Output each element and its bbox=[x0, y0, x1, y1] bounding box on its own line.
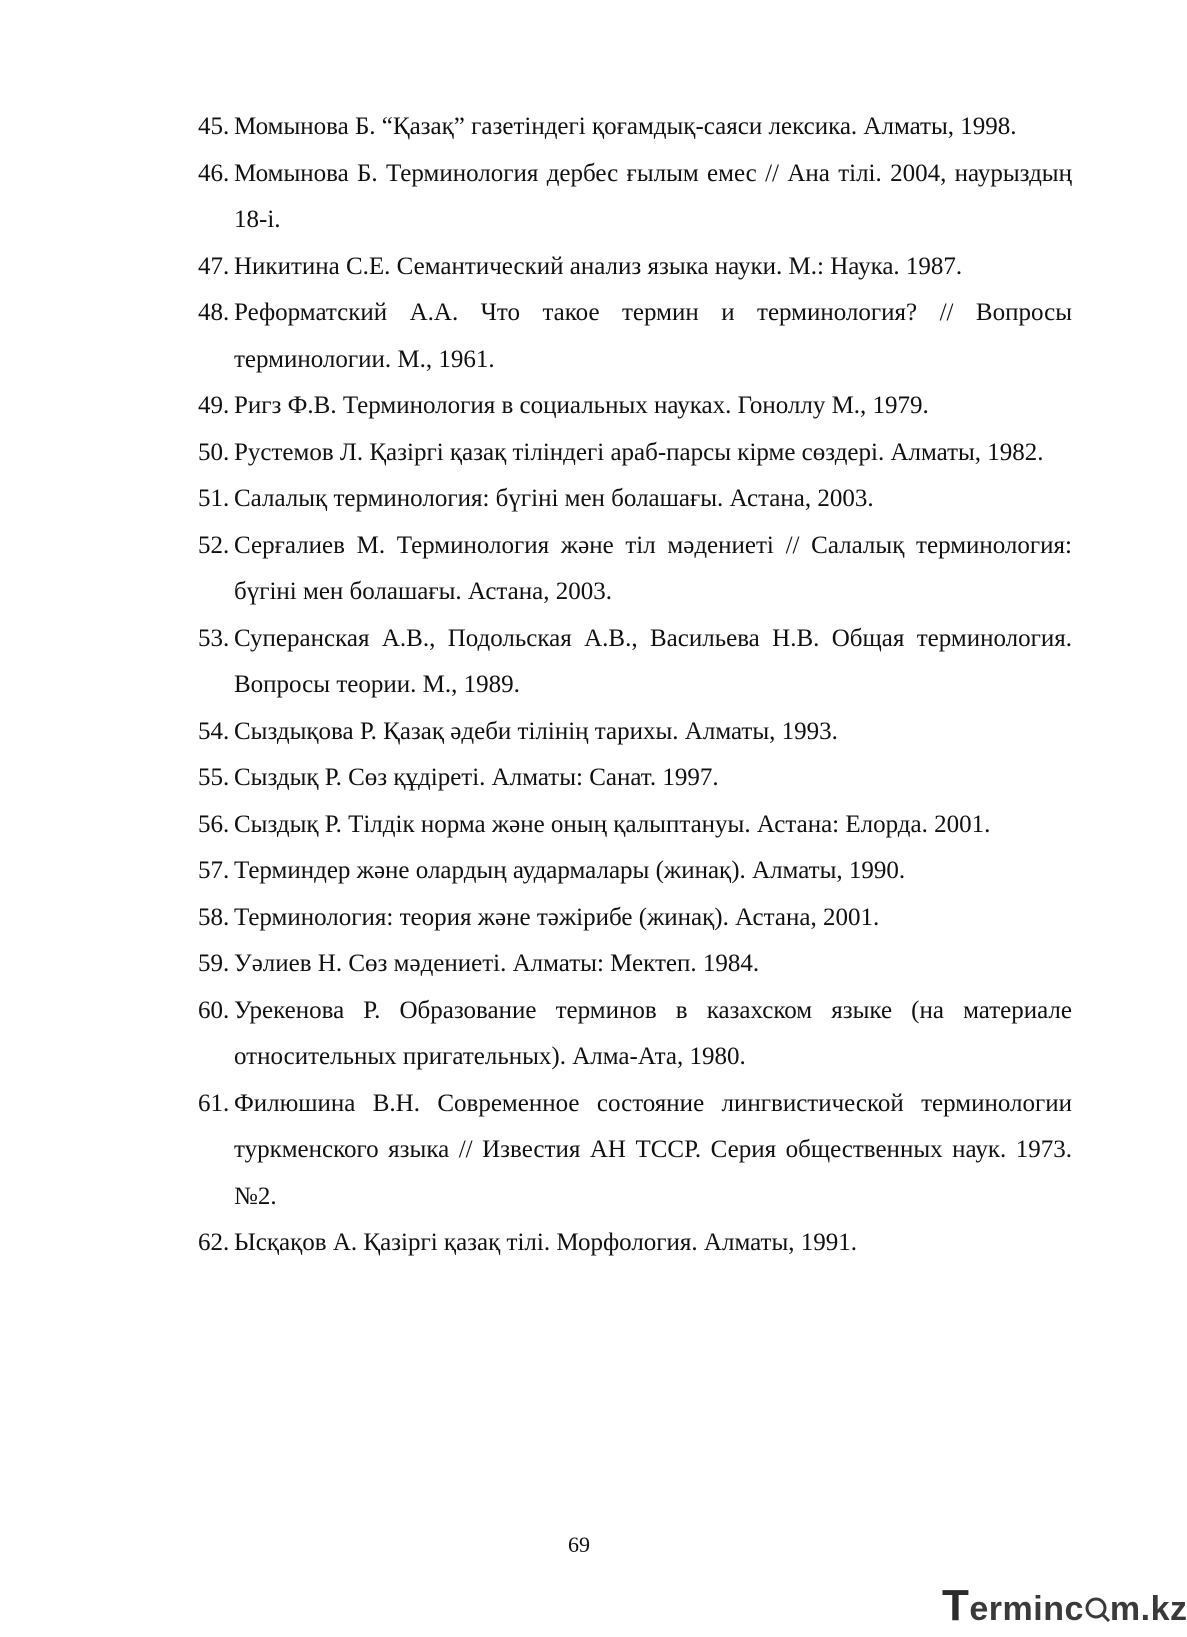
reference-text: Ысқақов А. Қазіргі қазақ тілі. Морфология. Алматы, 1991. bbox=[234, 1229, 858, 1256]
list-item bbox=[198, 616, 1072, 709]
reference-number: 50. bbox=[198, 438, 230, 466]
magnifier-icon bbox=[1084, 1592, 1110, 1618]
reference-text: Уәлиев Н. Сөз мәдениеті. Алматы: Мектеп. 1984. bbox=[234, 950, 760, 977]
termincom-logo bbox=[942, 1581, 1187, 1630]
page-number: 69 bbox=[568, 1532, 590, 1557]
reference-text: Рустемов Л. Қазіргі қазақ тіліндегі араб-парсы кірме сөздері. Алматы, 1982. bbox=[234, 438, 1044, 466]
reference-number: 57. bbox=[198, 857, 230, 884]
reference-number: 59. bbox=[198, 950, 230, 977]
reference-text: Никитина С.Е. Семантический анализ языка науки. М.: Наука. 1987. bbox=[234, 252, 963, 280]
reference-number: 54. bbox=[198, 717, 230, 745]
logo-wordmark bbox=[942, 1581, 1187, 1631]
reference-text: Реформатский А.А. Что такое термин и терминология? // Вопросы терминологии. М., 1961. bbox=[234, 299, 1072, 373]
list-item bbox=[198, 523, 1072, 616]
reference-text: Ригз Ф.В. Терминология в социальных науках. Гоноллу М., 1979. bbox=[234, 392, 929, 419]
list-item bbox=[198, 709, 1072, 756]
reference-text: Салалық терминология: бүгіні мен болашағы. Астана, 2003. bbox=[234, 485, 874, 512]
list-item bbox=[198, 476, 1072, 523]
list-item bbox=[198, 848, 1072, 895]
reference-number: 47. bbox=[198, 252, 230, 280]
reference-number: 60. bbox=[198, 996, 230, 1024]
reference-text: Сыздық Р. Тілдік норма және оның қалыптануы. Астана: Елорда. 2001. bbox=[234, 810, 991, 838]
list-item bbox=[198, 383, 1072, 430]
list-item bbox=[198, 430, 1072, 477]
reference-text: Суперанская А.В., Подольская А.В., Васильева Н.В. Общая терминология. Вопросы теории. М., 1989. bbox=[234, 624, 1072, 698]
reference-number: 48. bbox=[198, 299, 230, 326]
list-item bbox=[198, 244, 1072, 291]
list-item bbox=[198, 941, 1072, 988]
list-item bbox=[198, 988, 1072, 1081]
list-item bbox=[198, 104, 1072, 151]
reference-text: Урекенова Р. Образование терминов в казахском языке (на материале относительных пригательных). Алма-Ата, 1980. bbox=[234, 996, 1072, 1070]
list-item bbox=[198, 1220, 1072, 1267]
reference-number: 45. bbox=[198, 113, 230, 140]
reference-list bbox=[198, 104, 1072, 1267]
reference-number: 55. bbox=[198, 764, 230, 791]
reference-text: Терминология: теория және тәжірибе (жинақ). Астана, 2001. bbox=[234, 903, 880, 931]
reference-number: 53. bbox=[198, 624, 230, 652]
logo-text-part: erminc bbox=[969, 1590, 1084, 1628]
reference-number: 46. bbox=[198, 159, 230, 187]
reference-text: Момынова Б. “Қазақ” газетіндегі қоғамдық-саяси лексика. Алматы, 1998. bbox=[234, 113, 1017, 140]
reference-text: Сыздықова Р. Қазақ әдеби тілінің тарихы. Алматы, 1993. bbox=[234, 717, 838, 745]
list-item bbox=[198, 802, 1072, 849]
reference-number: 56. bbox=[198, 810, 230, 838]
list-item bbox=[198, 1081, 1072, 1221]
reference-text: Серғалиев М. Терминология және тіл мәдениеті // Салалық терминология: бүгіні мен болашағы. Астана, 2003. bbox=[234, 531, 1072, 605]
reference-text: Терминдер және олардың аудармалары (жинақ). Алматы, 1990. bbox=[234, 857, 906, 884]
list-item bbox=[198, 290, 1072, 383]
list-item bbox=[198, 895, 1072, 942]
reference-text: Сыздық Р. Сөз құдіреті. Алматы: Санат. 1997. bbox=[234, 764, 719, 791]
reference-text: Момынова Б. Терминология дербес ғылым емес // Ана тілі. 2004, наурыздың 18-і. bbox=[234, 159, 1072, 233]
reference-number: 51. bbox=[198, 485, 230, 512]
reference-text: Филюшина В.Н. Современное состояние лингвистической терминологии туркменского языка // Известия АН ТССР. Серия общественных наук. 1973. №2. bbox=[234, 1089, 1072, 1210]
reference-number: 49. bbox=[198, 392, 230, 419]
reference-number: 58. bbox=[198, 903, 230, 931]
logo-letter-t: T bbox=[942, 1581, 970, 1630]
reference-number: 62. bbox=[198, 1229, 230, 1256]
reference-number: 61. bbox=[198, 1089, 230, 1117]
reference-number: 52. bbox=[198, 531, 230, 559]
list-item bbox=[198, 755, 1072, 802]
list-item bbox=[198, 151, 1072, 244]
logo-domain: m.kz bbox=[1109, 1590, 1187, 1628]
